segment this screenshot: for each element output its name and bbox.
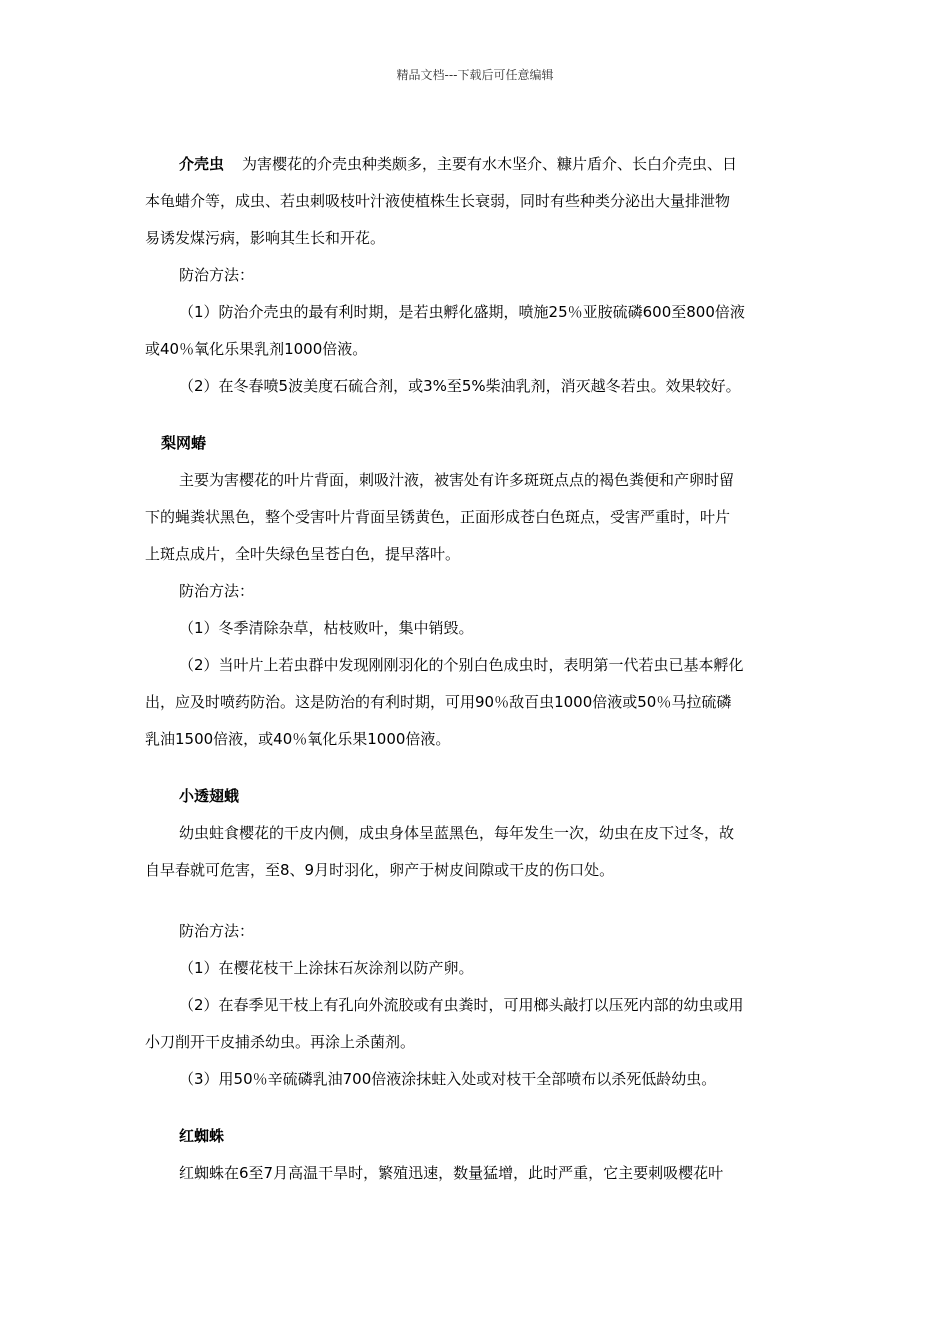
section-red-spider <box>145 1118 810 1192</box>
section-pear-lace-bug <box>145 425 810 758</box>
method-item: （1）在樱花枝干上涂抹石灰涂剂以防产卵。 <box>179 959 474 977</box>
paragraph-line: 红蜘蛛在6至7月高温干旱时，繁殖迅速，数量猛增，此时严重，它主要刺吸樱花叶 <box>179 1164 724 1182</box>
paragraph-line <box>145 146 810 183</box>
paragraph-line: 易诱发煤污病，影响其生长和开花。 <box>145 229 386 247</box>
method-heading: 防治方法： <box>179 922 255 940</box>
section-title: 介壳虫 <box>179 155 225 173</box>
method-item: 小刀削开干皮捕杀幼虫。再涂上杀菌剂。 <box>145 1033 416 1051</box>
paragraph-text: 为害樱花的介壳虫种类颇多，主要有水木坚介、糠片盾介、长白介壳虫、日 <box>242 155 738 173</box>
method-heading: 防治方法： <box>179 582 255 600</box>
section-clearwing-moth <box>145 778 810 1098</box>
method-item: （2）在冬春喷5波美度石硫合剂，或3%至5%柴油乳剂，消灭越冬若虫。效果较好。 <box>179 377 741 395</box>
document-body <box>145 146 810 1192</box>
method-heading: 防治方法： <box>179 266 255 284</box>
method-item: 出，应及时喷药防治。这是防治的有利时期，可用90％敌百虫1000倍液或50％马拉硫磷 <box>145 693 732 711</box>
section-title: 红蜘蛛 <box>179 1127 225 1145</box>
page-header: 精品文档---下载后可任意编辑 <box>396 68 554 82</box>
method-item: 或40％氧化乐果乳剂1000倍液。 <box>145 340 368 358</box>
paragraph-line: 幼虫蛀食樱花的干皮内侧，成虫身体呈蓝黑色，每年发生一次，幼虫在皮下过冬，故 <box>179 824 735 842</box>
section-title: 小透翅蛾 <box>179 787 240 805</box>
method-item: （1）冬季清除杂草，枯枝败叶，集中销毁。 <box>179 619 474 637</box>
section-title: 梨网蝽 <box>161 434 207 452</box>
section-scale-insect <box>145 146 810 405</box>
method-item: （2）当叶片上若虫群中发现刚刚羽化的个别白色成虫时，表明第一代若虫已基本孵化 <box>179 656 744 674</box>
method-item: 乳油1500倍液，或40％氧化乐果1000倍液。 <box>145 730 451 748</box>
paragraph-line: 本龟蜡介等，成虫、若虫刺吸枝叶汁液使植株生长衰弱，同时有些种类分泌出大量排泄物 <box>145 192 731 210</box>
method-item: （2）在春季见干枝上有孔向外流胶或有虫粪时，可用榔头敲打以压死内部的幼虫或用 <box>179 996 744 1014</box>
paragraph-line: 下的蝇粪状黑色，整个受害叶片背面呈锈黄色，正面形成苍白色斑点，受害严重时，叶片 <box>145 508 731 526</box>
paragraph-line: 上斑点成片，全叶失绿色呈苍白色，提早落叶。 <box>145 545 461 563</box>
paragraph-line: 自早春就可危害，至8、9月时羽化，卵产于树皮间隙或干皮的伤口处。 <box>145 861 615 879</box>
paragraph-line: 主要为害樱花的叶片背面，刺吸汁液，被害处有许多斑斑点点的褐色粪便和产卵时留 <box>179 471 735 489</box>
method-item: （3）用50％辛硫磷乳油700倍液涂抹蛀入处或对枝干全部喷布以杀死低龄幼虫。 <box>179 1070 717 1088</box>
method-item: （1）防治介壳虫的最有利时期，是若虫孵化盛期，喷施25％亚胺硫磷600至800倍液 <box>179 303 745 321</box>
